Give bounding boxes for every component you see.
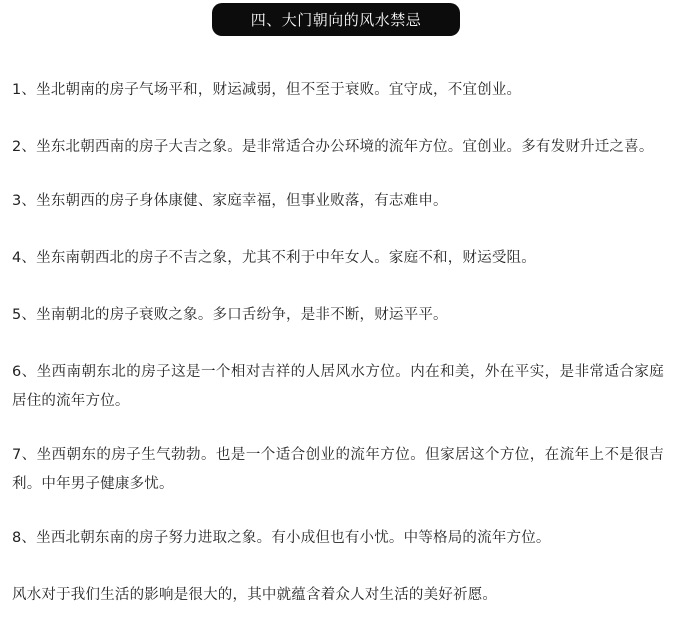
paragraph-1: 1、坐北朝南的房子气场平和，财运减弱，但不至于衰败。宜守成，不宜创业。: [12, 82, 522, 98]
paragraph-2: 2、坐东北朝西南的房子大吉之象。是非常适合办公环境的流年方位。宜创业。多有发财升迁之喜。: [12, 139, 654, 155]
closing-paragraph: 风水对于我们生活的影响是很大的，其中就蕴含着众人对生活的美好祈愿。: [12, 587, 498, 603]
paragraph-3: 3、坐东朝西的房子身体康健、家庭幸福，但事业败落，有志难申。: [12, 193, 448, 209]
article-body: [12, 76, 664, 610]
paragraph-5: 5、坐南朝北的房子衰败之象。多口舌纷争，是非不断，财运平平。: [12, 307, 448, 323]
paragraph-8: 8、坐西北朝东南的房子努力进取之象。有小成但也有小忧。中等格局的流年方位。: [12, 530, 551, 546]
paragraph-4: 4、坐东南朝西北的房子不吉之象，尤其不利于中年女人。家庭不和，财运受阻。: [12, 250, 536, 266]
paragraph-6: 6、坐西南朝东北的房子这是一个相对吉祥的人居风水方位。内在和美，外在平实，是非常适合家庭居住的流年方位。: [12, 364, 664, 409]
section-title-banner: [212, 3, 460, 36]
section-title: 四、大门朝向的风水禁忌: [250, 11, 422, 29]
paragraph-7: 7、坐西朝东的房子生气勃勃。也是一个适合创业的流年方位。但家居这个方位，在流年上不是很吉利。中年男子健康多忧。: [12, 447, 664, 492]
